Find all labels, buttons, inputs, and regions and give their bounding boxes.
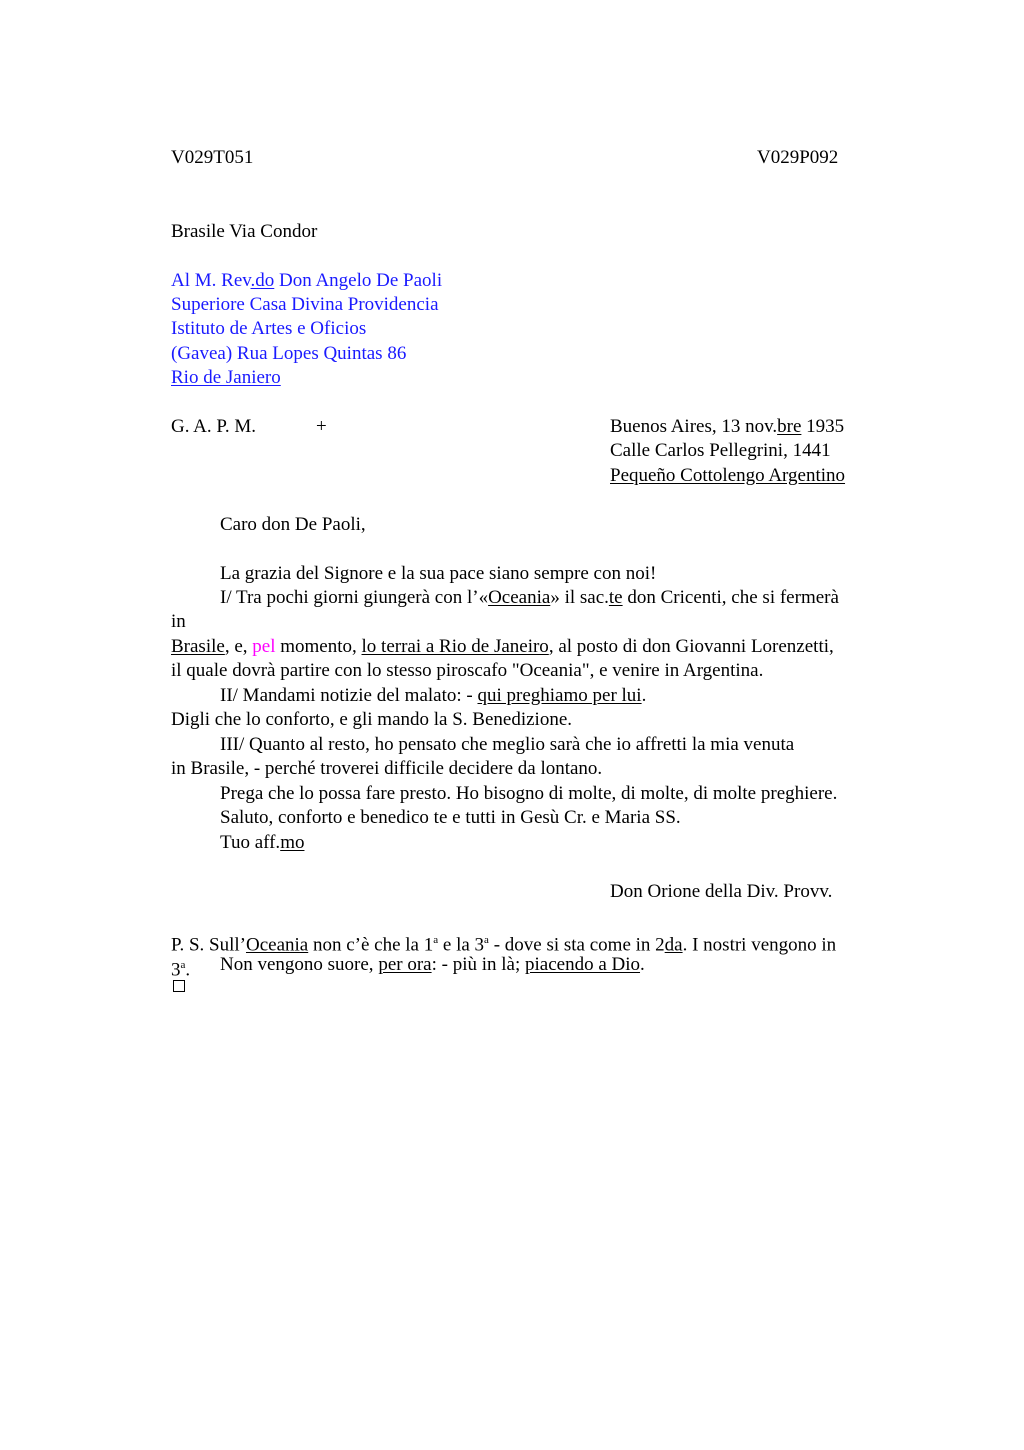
body-line-1: La grazia del Signore e la sua pace siano sempre con noi! xyxy=(220,563,657,584)
postal-route: Brasile Via Condor xyxy=(171,221,318,242)
end-marker-box xyxy=(173,980,185,992)
address-line-4: (Gavea) Rua Lopes Quintas 86 xyxy=(171,343,407,364)
document-code-right: V029P092 xyxy=(757,147,839,168)
body-line-5: il quale dovrà partire con lo stesso piroscafo "Oceania", e venire in Argentina. xyxy=(171,660,764,681)
body-line-6: II/ Mandami notizie del malato: - qui preghiamo per lui. xyxy=(220,685,647,706)
body-line-9: in Brasile, - perché troverei difficile decidere da lontano. xyxy=(171,758,603,779)
address-line-2: Superiore Casa Divina Providencia xyxy=(171,294,439,315)
cross-symbol: + xyxy=(316,416,327,437)
body-line-4: Brasile, e, pel momento, lo terrai a Rio de Janeiro, al posto di don Giovanni Lorenzetti, xyxy=(171,636,834,657)
body-line-2: I/ Tra pochi giorni giungerà con l’«Oceania» il sac.te don Cricenti, che si fermerà xyxy=(220,587,839,608)
address-line-5: Rio de Janiero xyxy=(171,367,281,388)
signature: Don Orione della Div. Provv. xyxy=(610,881,833,902)
body-line-3: in xyxy=(171,611,186,632)
closing-line: Tuo aff.mo xyxy=(220,832,305,853)
place-date-line: Buenos Aires, 13 nov.bre 1935 xyxy=(610,416,845,437)
body-line-8: III/ Quanto al resto, ho pensato che meglio sarà che io affretti la mia venuta xyxy=(220,734,795,755)
postscript-line-2: Non vengono suore, per ora: - più in là; piacendo a Dio. xyxy=(220,954,645,975)
salutation: Caro don De Paoli, xyxy=(220,514,366,535)
postscript-line-1: P. S. Sull’Oceania non c’è che la 1$^a$ e la 3$^a$ - dove si sta come in 2da. I nostri vengono in xyxy=(171,934,837,956)
body-line-11: Saluto, conforto e benedico te e tutti in Gesù Cr. e Maria SS. xyxy=(220,807,681,828)
body-line-7: Digli che lo conforto, e gli mando la S. Benedizione. xyxy=(171,709,573,730)
street-line: Calle Carlos Pellegrini, 1441 xyxy=(610,440,831,461)
address-line-1: Al M. Rev.do Don Angelo De Paoli xyxy=(171,270,443,291)
body-line-10: Prega che lo possa fare presto. Ho bisogno di molte, di molte, di molte preghiere. xyxy=(220,783,838,804)
gapm-invocation: G. A. P. M. xyxy=(171,416,256,437)
postscript-line-2-ordinal: 3$^a$. xyxy=(171,959,191,981)
document-code-left: V029T051 xyxy=(171,147,254,168)
institution-line: Pequeño Cottolengo Argentino xyxy=(610,465,846,486)
address-line-3: Istituto de Artes e Oficios xyxy=(171,318,367,339)
